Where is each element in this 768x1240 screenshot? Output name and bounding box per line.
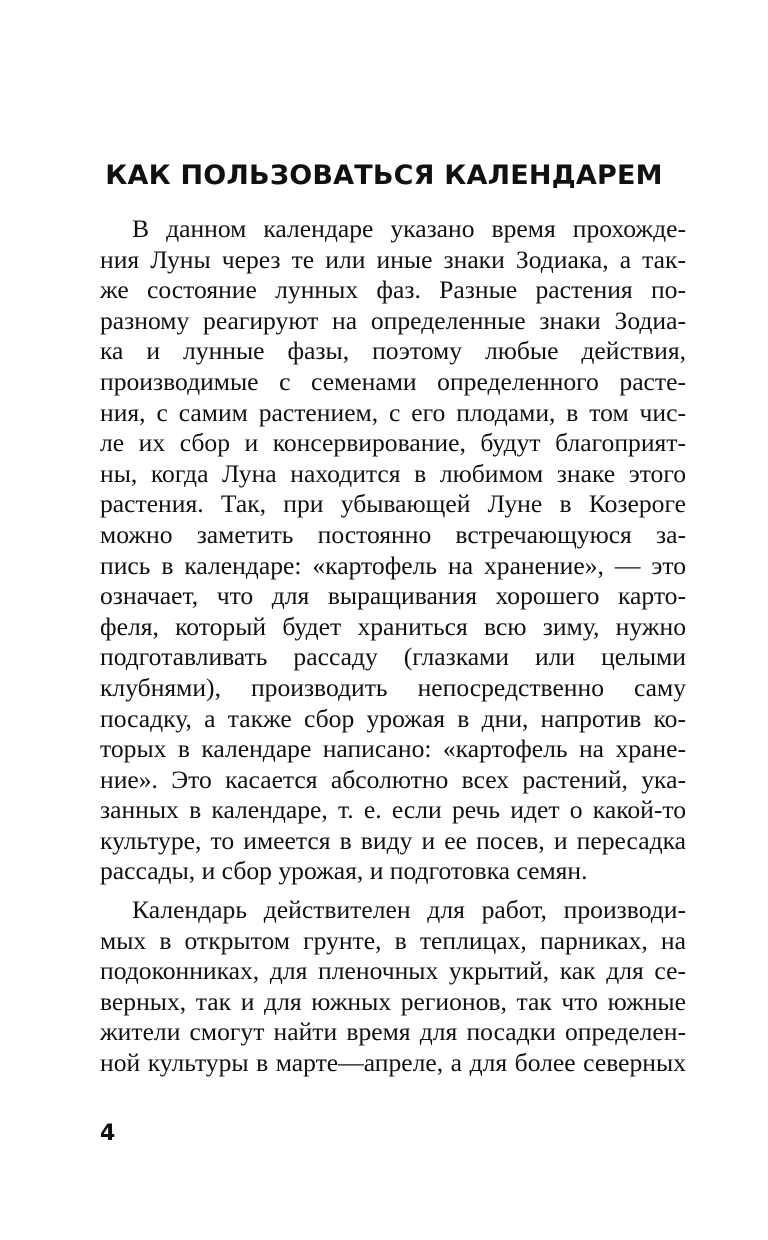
paragraph-gap [100, 887, 686, 895]
text-line: растения. Так, при убывающей Луне в Козероге [100, 489, 686, 519]
text-line: мых в открытом грунте, в теплицах, парниках, на [100, 925, 686, 955]
text-line: верных, так и для южных регионов, так что южные [100, 986, 686, 1016]
text-line: торых в календаре написано: «картофель на хране- [100, 734, 686, 764]
page-number: 4 [100, 1121, 116, 1146]
text-line: ка и лунные фазы, поэтому любые действия, [100, 336, 686, 366]
text-line: производимые с семенами определенного расте- [100, 366, 686, 396]
text-line: феля, который будет храниться всю зиму, нужно [100, 611, 686, 641]
text-line: посадку, а также сбор урожая в дни, напротив ко- [100, 703, 686, 733]
text-line: В данном календаре указано время прохожде- [132, 214, 686, 243]
paragraph-2 [100, 895, 686, 1079]
text-line: подготавливать рассаду (глазками или целыми [100, 642, 686, 672]
body-text [100, 214, 686, 1079]
text-line: ние». Это касается абсолютно всех растений, ука- [100, 764, 686, 794]
chapter-title: КАК ПОЛЬЗОВАТЬСЯ КАЛЕНДАРЕМ [105, 160, 663, 191]
text-line: ния Луны через те или иные знаки Зодиака, а так- [100, 244, 686, 274]
text-line: ной культуры в марте—апреле, а для более северных [100, 1048, 686, 1078]
text-line: можно заметить постоянно встречающуюся за- [100, 519, 686, 549]
text-line: жители смогут найти время для посадки определен- [100, 1017, 686, 1047]
text-line: Календарь действителен для работ, производи- [132, 895, 686, 925]
text-line: означает, что для выращивания хорошего карто- [100, 581, 686, 611]
text-line: ны, когда Луна находится в любимом знаке этого [100, 458, 686, 488]
text-line: же состояние лунных фаз. Разные растения по- [100, 275, 686, 305]
text-line: рассады, и сбор урожая, и подготовка семян. [100, 856, 588, 886]
text-line: клубнями), производить непосредственно саму [100, 672, 686, 702]
text-line: ния, с самим растением, с его плодами, в том чис- [100, 397, 686, 427]
text-line: пись в календаре: «картофель на хранение», — это [100, 550, 686, 580]
paragraph-1 [100, 214, 686, 887]
text-line: культуре, то имеется в виду и ее посев, и пересадка [100, 825, 686, 855]
text-line: занных в календаре, т. е. если речь идет о какой-то [100, 795, 686, 825]
text-line: ле их сбор и консервирование, будут благоприят- [100, 428, 686, 458]
text-line: подоконниках, для пленочных укрытий, как для се- [100, 956, 686, 986]
text-line: разному реагируют на определенные знаки Зодиа- [100, 305, 686, 335]
